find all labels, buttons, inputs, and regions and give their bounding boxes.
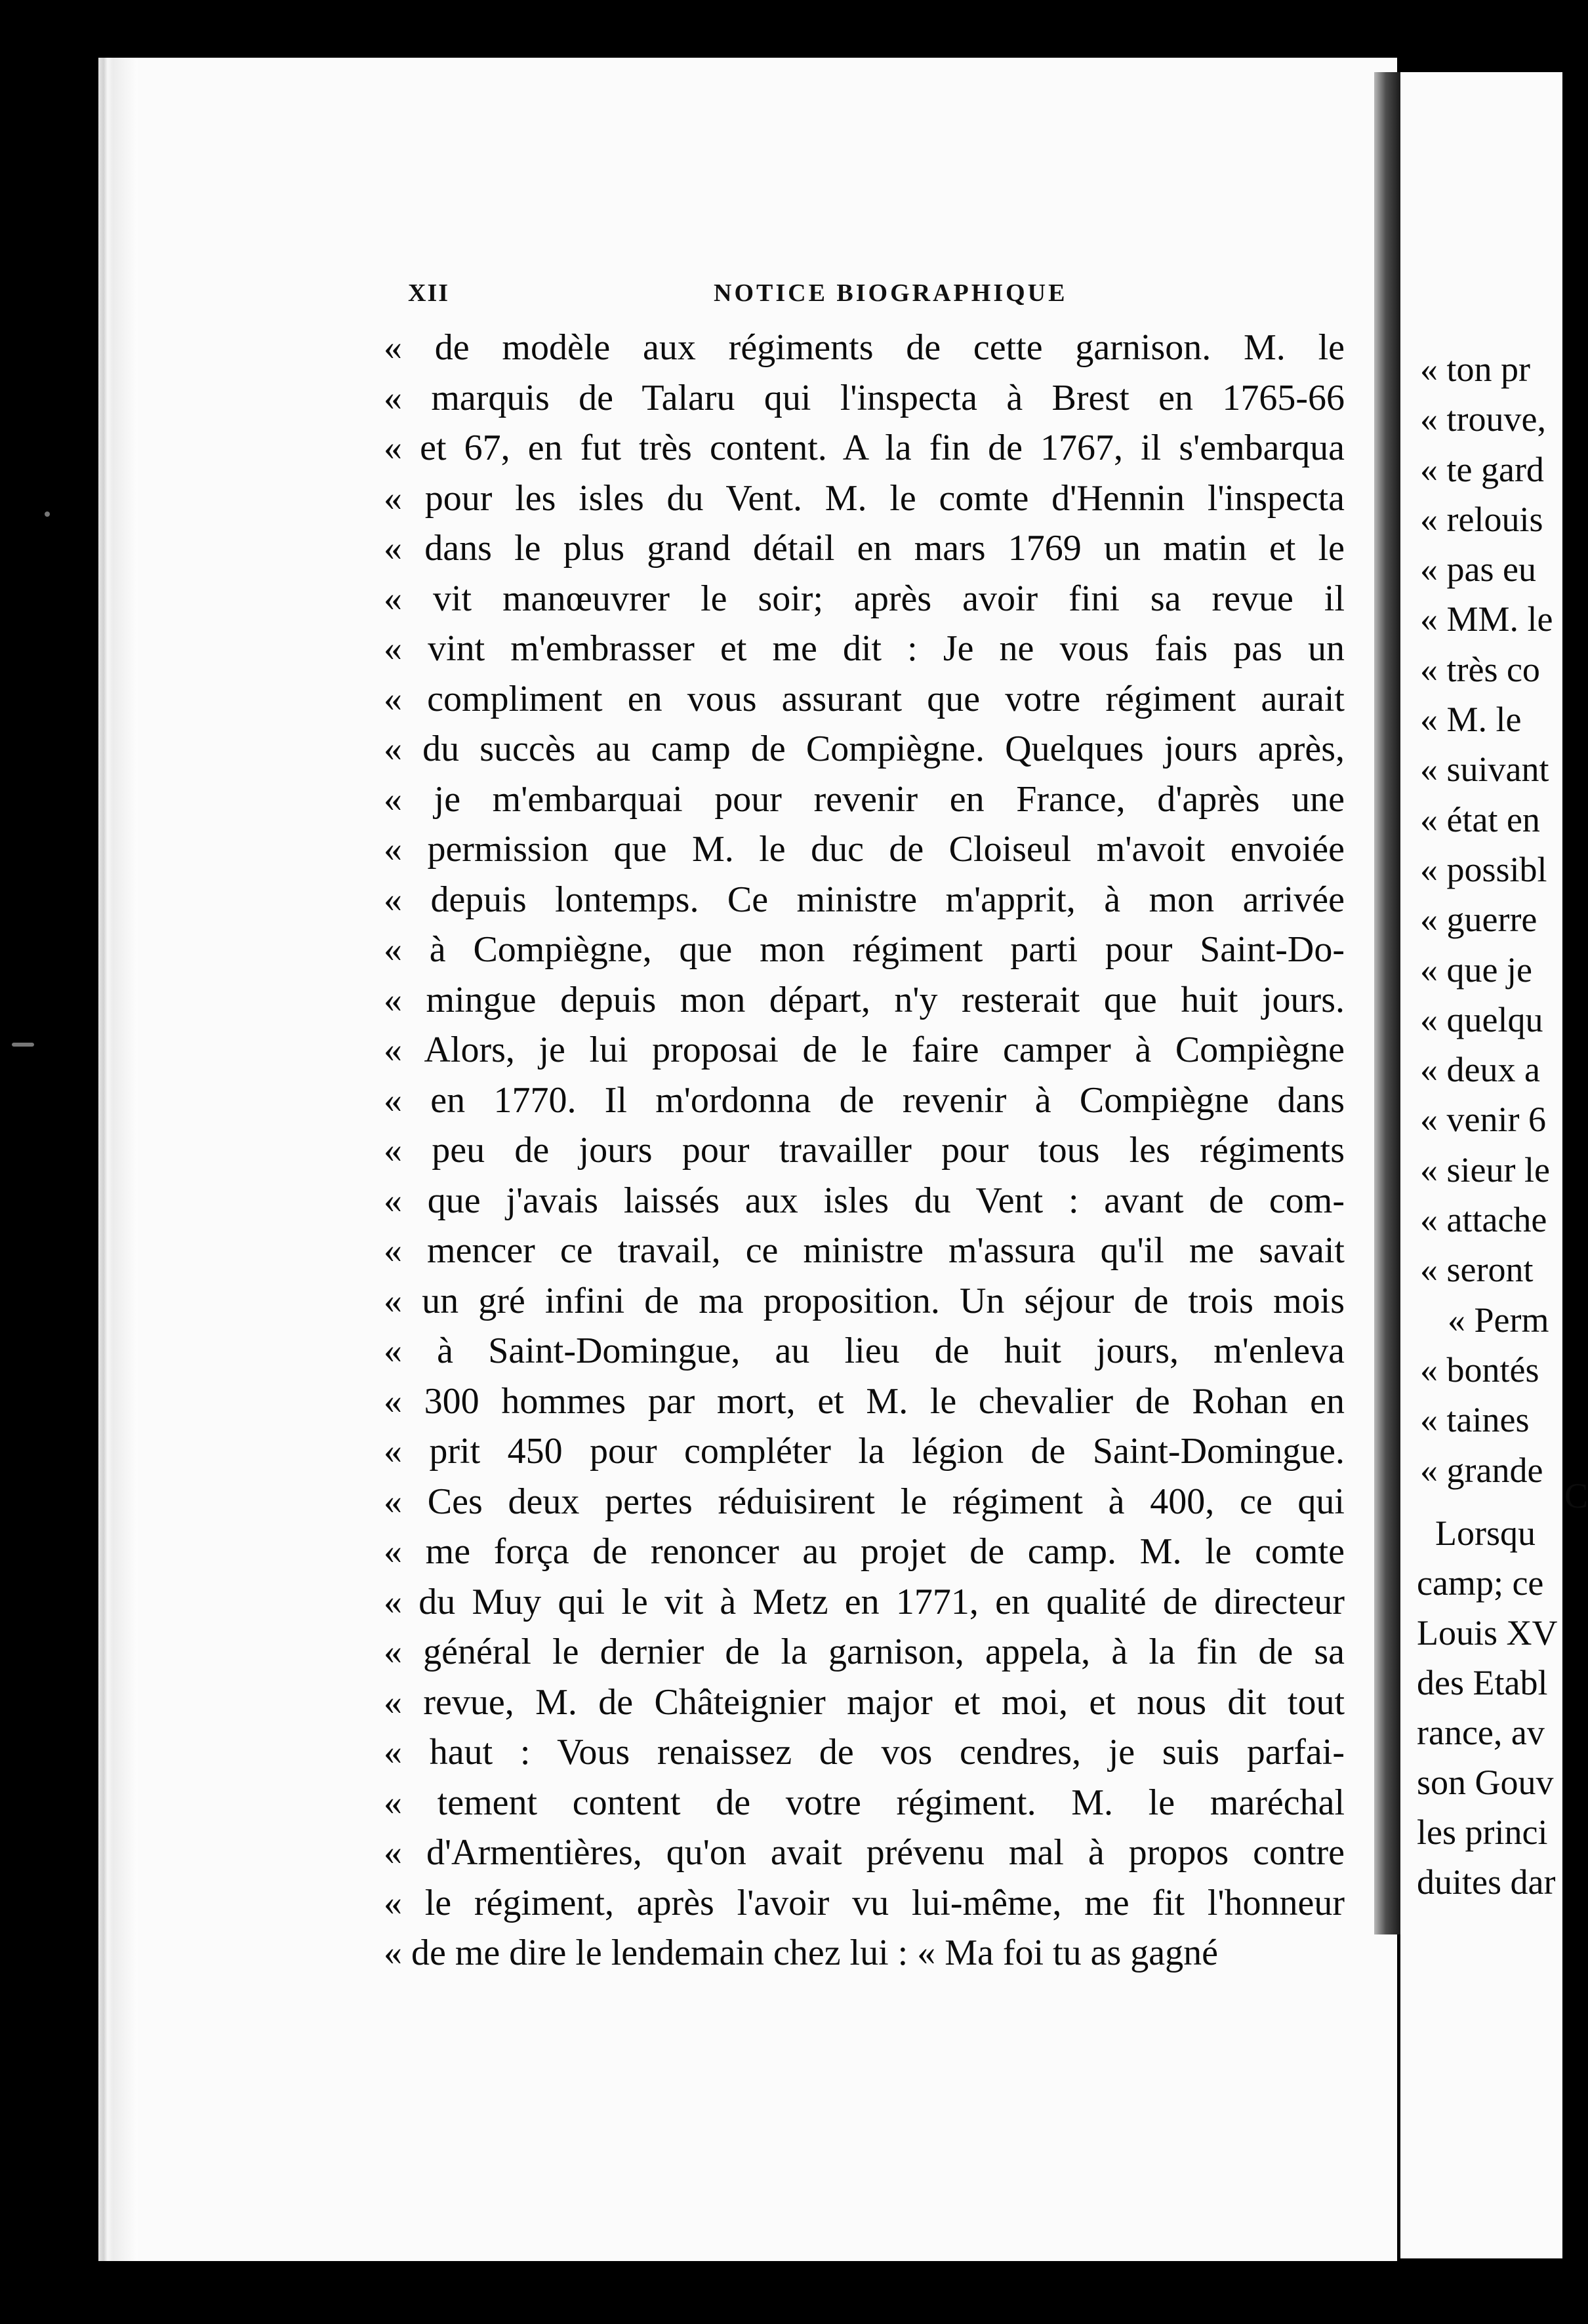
text-line: « me força de renoncer au projet de camp. M. le comte: [384, 1531, 1345, 1572]
right-text-line: « M. le: [1420, 700, 1522, 740]
page-binding-edge: [98, 58, 138, 2261]
text-line: « compliment en vous assurant que votre régiment aurait: [384, 678, 1345, 719]
book-gutter: [1374, 72, 1400, 1934]
running-head: NOTICE BIOGRAPHIQUE: [714, 279, 1068, 307]
text-line: « je m'embarquai pour revenir en France, d'après une: [384, 778, 1345, 820]
text-line: « marquis de Talaru qui l'inspecta à Brest en 1765-66: [384, 377, 1345, 418]
text-line: « Alors, je lui proposai de le faire camper à Compiègne: [384, 1030, 1345, 1070]
text-line: « vint m'embrasser et me dit : Je ne vous fais pas un: [384, 628, 1345, 669]
text-line: « vit manœuvrer le soir; après avoir fini sa revue il: [384, 578, 1345, 619]
right-prose-line: les princi: [1417, 1813, 1548, 1852]
right-text-line: « guerre: [1420, 900, 1537, 940]
right-prose-line: duites dar: [1417, 1862, 1556, 1902]
right-prose-line: Lorsqu: [1435, 1513, 1536, 1553]
text-line: « revue, M. de Châteignier major et moi, et nous dit tout: [384, 1681, 1345, 1723]
right-text-line: « trouve,: [1420, 399, 1546, 439]
text-line: « mingue depuis mon départ, n'y resterait que huit jours.: [384, 979, 1345, 1020]
text-line: « à Saint-Domingue, au lieu de huit jours, m'enleva: [384, 1331, 1345, 1371]
right-prose-line: Louis XV: [1417, 1613, 1558, 1653]
right-text-line: « relouis: [1420, 499, 1543, 539]
text-line: « à Compiègne, que mon régiment parti pour Saint-Do-: [384, 929, 1345, 970]
text-line: « que j'avais laissés aux isles du Vent : avant de com-: [384, 1180, 1345, 1221]
text-line: « du succès au camp de Compiègne. Quelques jours après,: [384, 729, 1345, 769]
right-text-line: « possibl: [1420, 849, 1547, 889]
text-line: « pour les isles du Vent. M. le comte d'Hennin l'inspecta: [384, 477, 1345, 519]
right-text-line: « état en: [1420, 799, 1540, 839]
right-text-line: « très co: [1420, 649, 1540, 689]
text-line: « un gré infini de ma proposition. Un séjour de trois mois: [384, 1280, 1345, 1321]
text-line: « de modèle aux régiments de cette garnison. M. le: [384, 327, 1345, 368]
right-text-line: « bontés: [1420, 1350, 1539, 1390]
text-line: « 300 hommes par mort, et M. le chevalier de Rohan en: [384, 1380, 1345, 1422]
text-line: « tement content de votre régiment. M. le maréchal: [384, 1782, 1345, 1823]
right-text-line: « venir 6: [1420, 1100, 1546, 1140]
text-line: « du Muy qui le vit à Metz en 1771, en qualité de directeur: [384, 1581, 1345, 1622]
text-line: « de me dire le lendemain chez lui : « Ma foi tu as gagné: [384, 1933, 1219, 1973]
right-text-line: « MM. le: [1420, 599, 1553, 639]
text-line: « prit 450 pour compléter la légion de Saint-Domingue.: [384, 1431, 1345, 1472]
right-page-prose-text: [1417, 1508, 1574, 1907]
right-prose-line: des Etabl: [1417, 1663, 1548, 1702]
page-number: XII: [408, 279, 450, 307]
right-page-section-heading-fragment: C: [1564, 1476, 1588, 1515]
text-line: « haut : Vous renaissez de vos cendres, je suis parfai-: [384, 1732, 1345, 1773]
text-line: « Ces deux pertes réduisirent le régiment à 400, ce qui: [384, 1481, 1345, 1522]
text-line: « mencer ce travail, ce ministre m'assura qu'il me savait: [384, 1230, 1345, 1271]
right-text-line: « Perm: [1448, 1300, 1549, 1340]
right-prose-line: camp; ce: [1417, 1563, 1544, 1603]
text-line: « peu de jours pour travailler pour tous les régiments: [384, 1130, 1345, 1171]
right-text-line: « sieur le: [1420, 1150, 1550, 1190]
right-prose-line: son Gouv: [1417, 1763, 1554, 1802]
right-page-quoted-text: [1420, 344, 1578, 1495]
right-text-line: « attache: [1420, 1200, 1547, 1240]
right-text-line: « deux a: [1420, 1050, 1540, 1090]
right-text-line: « quelqu: [1420, 999, 1543, 1039]
right-text-line: « pas eu: [1420, 550, 1536, 590]
text-line: « le régiment, après l'avoir vu lui-même, me fit l'honneur: [384, 1882, 1345, 1923]
text-line: « permission que M. le duc de Cloiseul m'avoit envoiée: [384, 829, 1345, 870]
right-text-line: « grande: [1420, 1450, 1543, 1490]
page-header: [0, 279, 1562, 311]
scan-speck: [45, 511, 50, 517]
left-page-body-text: [384, 323, 1345, 1978]
right-text-line: « ton pr: [1420, 350, 1530, 389]
scan-speck: [12, 1043, 34, 1047]
text-line: « général le dernier de la garnison, appela, à la fin de sa: [384, 1632, 1345, 1672]
right-text-line: « que je: [1420, 950, 1532, 990]
right-text-line: « seront: [1420, 1250, 1534, 1290]
text-line: « dans le plus grand détail en mars 1769 un matin et le: [384, 528, 1345, 569]
right-text-line: « te gard: [1420, 449, 1544, 489]
text-line: « en 1770. Il m'ordonna de revenir à Compiègne dans: [384, 1079, 1345, 1121]
right-text-line: « suivant: [1420, 750, 1549, 790]
text-line: « et 67, en fut très content. A la fin de 1767, il s'embarqua: [384, 428, 1345, 468]
text-line: « depuis lontemps. Ce ministre m'apprit, à mon arrivée: [384, 879, 1345, 920]
right-prose-line: rance, av: [1417, 1713, 1545, 1752]
text-line: « d'Armentières, qu'on avait prévenu mal à propos contre: [384, 1832, 1345, 1873]
right-text-line: « taines: [1420, 1400, 1530, 1440]
